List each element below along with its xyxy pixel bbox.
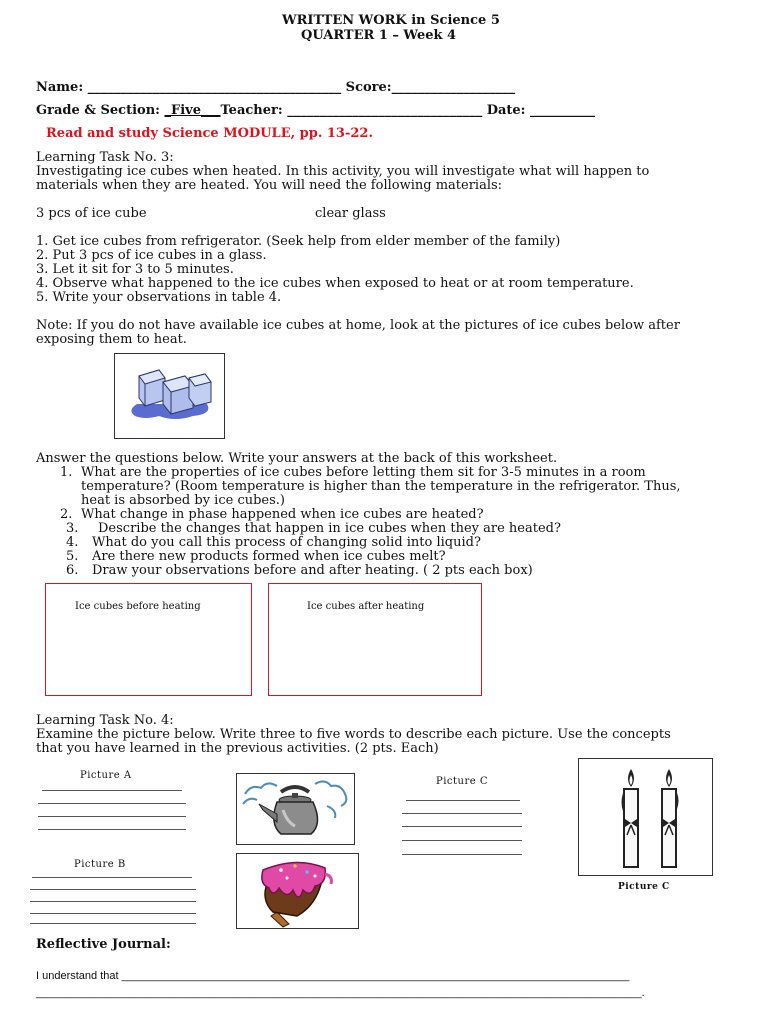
question-5-number: 5. [66,549,79,564]
picture-c-answer-line[interactable] [402,813,522,814]
kettle-picture [236,773,355,845]
drawing-box-before[interactable] [45,583,252,696]
melting-popsicle-illustration [237,854,358,928]
task4-intro-line-1: Examine the picture below. Write three to five words to describe each picture. Use the concepts [36,727,671,742]
drawing-box-after[interactable] [268,583,482,696]
journal-line-2[interactable]: ___________________________________________________________________________________________________. [36,987,645,999]
teacher-date-fields: Teacher: ______________________________ Date: __________ [220,103,596,118]
question-2: What change in phase happened when ice cubes are heated? [81,507,484,522]
candles-illustration [579,759,711,874]
picture-a-answer-line[interactable] [38,803,186,804]
grade-section-row [36,104,595,118]
question-4-number: 4. [66,535,79,550]
question-2-number: 2. [60,507,73,522]
task3-heading: Learning Task No. 3: [36,150,174,165]
question-1-line-1: What are the properties of ice cubes before letting them sit for 3-5 minutes in a room [81,465,646,480]
step-1: 1. Get ice cubes from refrigerator. (Seek help from elder member of the family) [36,234,561,249]
question-6-number: 6. [66,563,79,578]
task4-intro-line-2: that you have learned in the previous activities. (2 pts. Each) [36,741,439,756]
step-5: 5. Write your observations in table 4. [36,290,282,305]
question-6: Draw your observations before and after heating. ( 2 pts each box) [92,563,533,578]
picture-c-label: Picture C [436,776,489,787]
reflective-journal-heading [36,938,171,952]
question-1-number: 1. [60,465,73,480]
kettle-illustration [237,774,354,844]
picture-b-answer-line[interactable] [30,923,196,924]
picture-c-answer-line[interactable] [402,840,522,841]
step-3: 3. Let it sit for 3 to 5 minutes. [36,262,234,277]
answer-instructions: Answer the questions below. Write your answers at the back of this worksheet. [36,451,558,466]
box-after-label: Ice cubes after heating [307,601,425,612]
picture-a-answer-line[interactable] [42,790,182,791]
question-3: Describe the changes that happen in ice cubes when they are heated? [98,521,561,536]
journal-title: Reflective Journal [36,937,166,952]
ice-cubes-illustration [115,354,224,438]
question-1-line-2: temperature? (Room temperature is higher than the temperature in the refrigerator. Thus, [81,479,681,494]
picture-c-answer-line[interactable] [406,800,520,801]
picture-b-answer-line[interactable] [32,877,192,878]
picture-a-answer-line[interactable] [38,816,186,817]
worksheet-subtitle: QUARTER 1 – Week 4 [301,28,457,43]
step-2: 2. Put 3 pcs of ice cubes in a glass. [36,248,267,263]
picture-b-answer-line[interactable] [30,901,196,902]
material-ice-cube: 3 pcs of ice cube [36,206,147,221]
picture-c-caption: Picture C [618,882,670,892]
question-1-line-3: heat is absorbed by ice cubes.) [81,493,285,508]
grade-label: Grade & Section: [36,103,165,118]
ice-cubes-picture [114,353,225,439]
picture-a-answer-line[interactable] [38,829,186,830]
picture-b-answer-line[interactable] [30,913,196,914]
step-4: 4. Observe what happened to the ice cubes when exposed to heat or at room temperature. [36,276,634,291]
picture-a-label: Picture A [80,770,132,781]
note-line-2: exposing them to heat. [36,332,187,347]
task4-heading: Learning Task No. 4: [36,713,174,728]
name-score-row: Name: _______________________________________ Score:___________________ [36,80,516,95]
task3-intro-line-2: materials when they are heated. You will need the following materials: [36,178,503,193]
task3-intro-line-1: Investigating ice cubes when heated. In this activity, you will investigate what will happen to [36,164,650,179]
journal-line-1[interactable]: I understand that ___________________________________________________________________________________ [36,970,630,982]
popsicle-picture [236,853,359,929]
picture-c-answer-line[interactable] [402,854,522,855]
picture-b-label: Picture B [74,859,126,870]
journal-colon: : [165,937,171,952]
module-note: Read and study Science MODULE, pp. 13-22. [46,126,373,141]
candles-picture [578,758,713,876]
picture-c-answer-line[interactable] [402,826,522,827]
material-clear-glass: clear glass [315,206,386,221]
question-4: What do you call this process of changing solid into liquid? [92,535,481,550]
question-3-number: 3. [66,521,79,536]
grade-value: _Five___ [164,103,221,118]
picture-b-answer-line[interactable] [30,889,196,890]
box-before-label: Ice cubes before heating [75,601,201,612]
question-5: Are there new products formed when ice cubes melt? [92,549,446,564]
note-line-1: Note: If you do not have available ice cubes at home, look at the pictures of ice cubes below after [36,318,680,333]
worksheet-title: WRITTEN WORK in Science 5 [282,13,500,28]
